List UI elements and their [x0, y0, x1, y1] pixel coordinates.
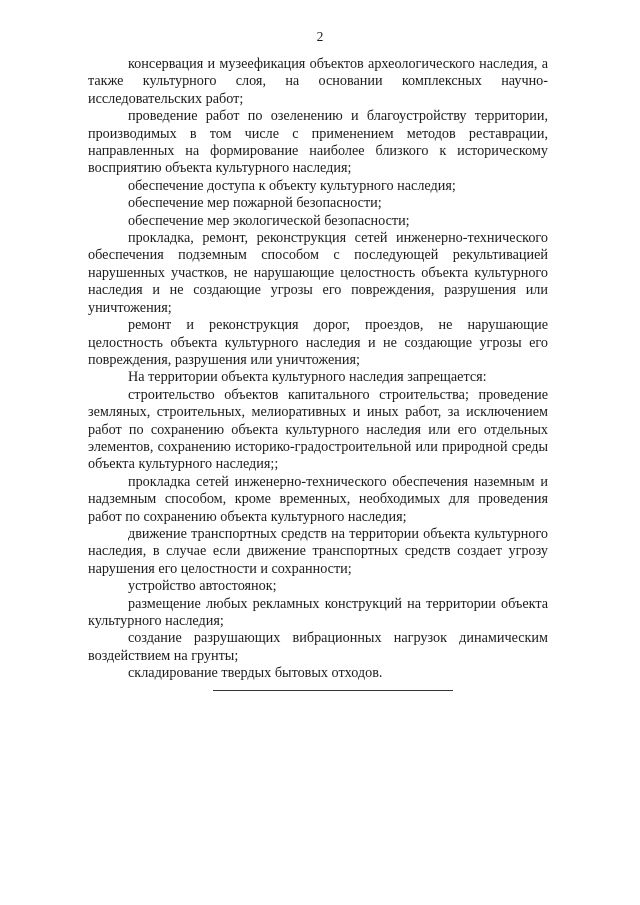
paragraph-ecological-safety: обеспечение мер экологической безопасности; [128, 212, 410, 229]
paragraph-surface-networks-prohibited: прокладка сетей инженерно-технического обеспечения наземным и надземным способом, кроме временных, необходимых для проведения работ по сохранению объекта культурного наследия; [88, 473, 548, 525]
paragraph-fire-safety: обеспечение мер пожарной безопасности; [128, 195, 382, 212]
paragraph-waste-prohibited: складирование твердых бытовых отходов. [128, 665, 383, 682]
paragraph-landscaping: проведение работ по озеленению и благоустройству территории, производимых в том числе с применением методов реставрации, направленных на формирование наиболее близкого к историческому восприятию объекта культурного наследия; [88, 108, 548, 177]
end-of-text-rule [213, 690, 453, 691]
paragraph-road-repair: ремонт и реконструкция дорог, проездов, не нарушающие целостность объекта культурного наследия и не создающие угрозы его повреждения, разрушения или уничтожения; [88, 317, 548, 368]
paragraph-conservation: консервация и музеефикация объектов археологического наследия, а также культурного слоя, на основании комплексных научно-исследовательских работ; [88, 56, 548, 107]
paragraph-access: обеспечение доступа к объекту культурного наследия; [128, 177, 456, 194]
paragraph-advertising-prohibited: размещение любых рекламных конструкций на территории объекта культурного наследия; [88, 595, 548, 629]
page-number: 2 [316, 29, 324, 44]
document-body [88, 56, 548, 683]
paragraph-construction-prohibited: строительство объектов капитального строительства; проведение земляных, строительных, мелиоративных и иных работ, за исключением работ по сохранению объекта культурного наследия или его отдельных элементов, сохранению историко-градостроительной или природной среды объекта культурного наследия;; [88, 386, 548, 473]
paragraph-vibration-prohibited: создание разрушающих вибрационных нагрузок динамическим воздействием на грунты; [88, 630, 548, 664]
paragraph-vehicle-traffic-prohibited: движение транспортных средств на территории объекта культурного наследия, в случае если движение транспортных средств создает угрозу нарушения его целостности и сохранности; [88, 525, 548, 577]
paragraph-prohibited-heading: На территории объекта культурного наследия запрещается: [128, 369, 487, 386]
paragraph-parking-prohibited: устройство автостоянок; [128, 578, 277, 595]
paragraph-underground-networks: прокладка, ремонт, реконструкция сетей инженерно-технического обеспечения подземным способом с последующей рекультивацией нарушенных участков, не нарушающие целостность объекта культурного наследия и не создающие угрозы его повреждения, разрушения или уничтожения; [88, 230, 548, 316]
